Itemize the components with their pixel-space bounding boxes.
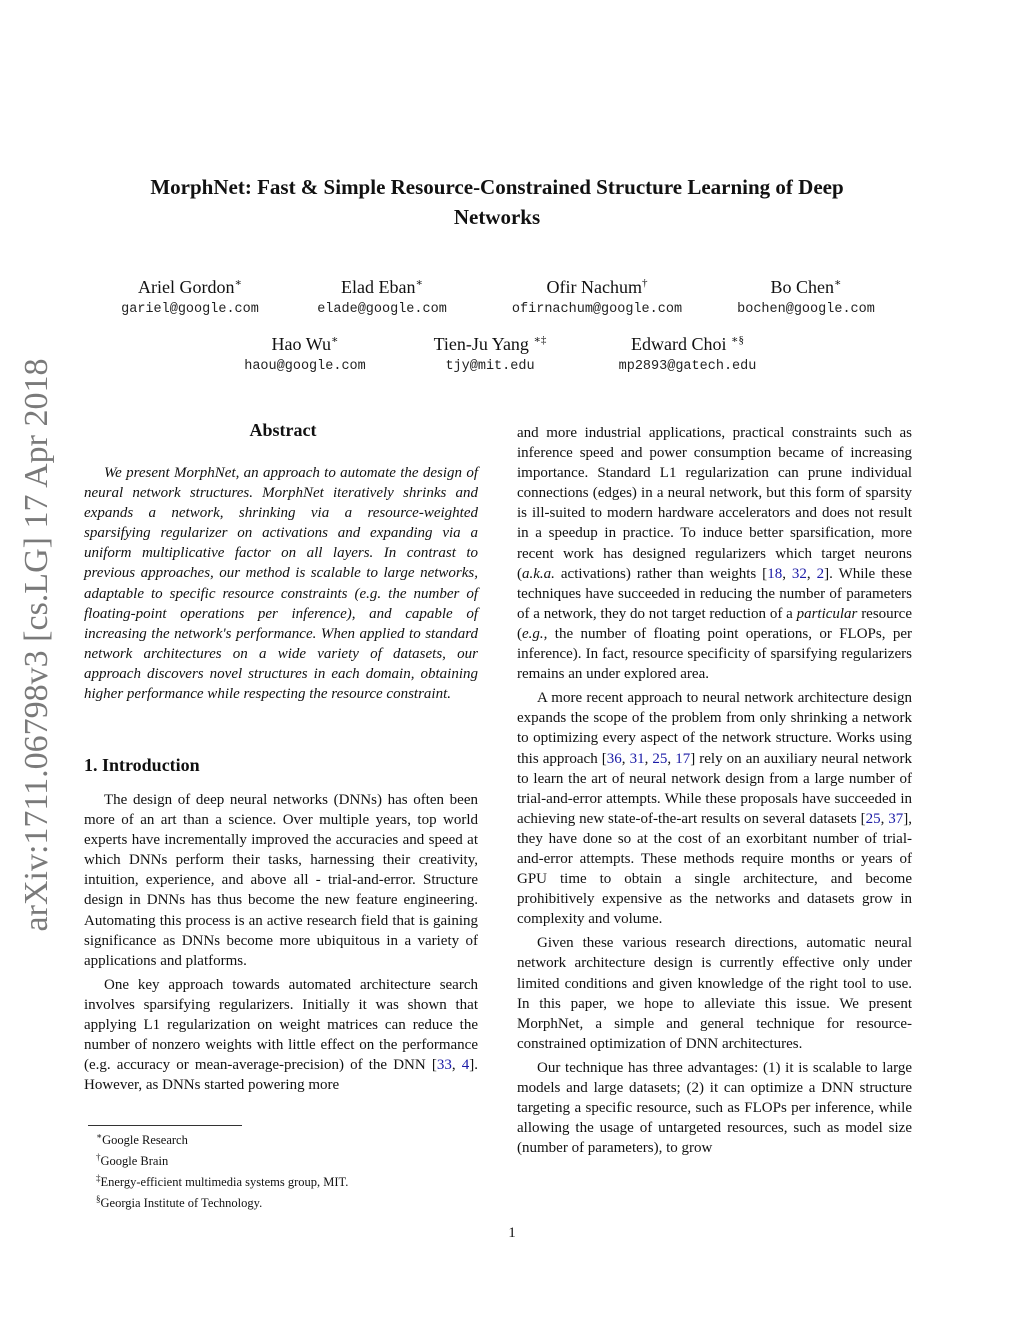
right-paragraph-2: A more recent approach to neural network architecture design expands the scope of the problem from only shrinking a network to optimizing every aspect of the network structure. Works using this approach [36, 31, 25, 17] rely on an auxiliary neural network to learn the art of neural network design from a large number of trial-and-error attempts. While these proposals have succeeded in achieving new state-of-the-art results on several datasets [25, 37], they have done so at the cost of an exorbitant number of trial-and-error attempts. These methods require months or years of GPU time to obtain a single architecture, and become prohibitively expensive as the networks and datasets grow in complexity and volume.: [517, 690, 912, 928]
citation-link[interactable]: 4: [461, 1057, 470, 1074]
citation-link[interactable]: 25: [865, 810, 881, 827]
right-paragraph-3: Given these various research directions, automatic neural network architecture design is currently effective only under limited conditions and given knowledge of the right tool to use. In this paper, we hope to alleviate this issue. We present MorphNet, a simple and general technique for resource-constrained optimization of DNN architectures.: [517, 935, 912, 1052]
citation-link[interactable]: 37: [888, 810, 904, 827]
intro-paragraph-1: The design of deep neural networks (DNNs) has often been more of an art than a science. Over multiple years, top world experts have incrementally improved the accuracies and speed at which DNNs perform their tasks, harnessing their creativity, intuition, experience, and above all - trial-and-error. Structure design in DNNs has thus become the new feature engineering. Automating this process is an active research field that is gaining significance as DNNs become more ubiquitous in a variety of applications and platforms.: [84, 792, 478, 969]
abstract-heading: Abstract: [249, 420, 317, 440]
author-tien-ju-yang: Tien-Ju Yang ∗‡ tjy@mit.edu: [433, 334, 547, 374]
paper-title: MorphNet: Fast & Simple Resource-Constrained Structure Learning of Deep Networks: [150, 175, 844, 229]
footnote-item: †Google Brain: [96, 1151, 169, 1169]
citation-link[interactable]: 33: [436, 1057, 452, 1074]
intro-paragraph-2: One key approach towards automated architecture search involves sparsifying regularizers. Initially it was shown that applying L1 regularization on weight matrices can reduce the number of nonzero weights with little effect on the performance (e.g. accuracy or mean-average-precision) of the DNN [33, 4]. However, as DNNs started powering more: [84, 976, 479, 1094]
author-bo-chen: Bo Chen∗ bochen@google.com: [737, 277, 875, 317]
right-column-body: [517, 423, 912, 1158]
footnote-item: ∗Google Research: [96, 1131, 188, 1148]
right-paragraph-1: and more industrial applications, practical constraints such as inference speed and power consumption became of increasing importance. Standard L1 regularization can prune individual connections (edges) in a neural network, but this form of sparsity is ill-suited to modern hardware accelerators and does not result in a speedup in practice. To induce better sparsification, more recent work has designed regularizers which target neurons (a.k.a. activations) rather than weights [18, 32, 2]. While these techniques have succeeded in reducing the number of parameters of a network, they do not target reduction of a particular resource (e.g., the number of floating point operations, or FLOPs, per inference). In fact, resource specificity of sparsifying regularizers remains an under explored area.: [517, 425, 913, 683]
citation-link[interactable]: 25: [652, 750, 668, 767]
footnote-divider: [88, 1125, 242, 1126]
page-number: 1: [508, 1225, 516, 1241]
footnote-item: §Georgia Institute of Technology.: [96, 1193, 263, 1210]
footnotes: [96, 1128, 348, 1211]
citation-link[interactable]: 32: [791, 565, 807, 582]
author-elad-eban: Elad Eban∗ elade@google.com: [317, 277, 447, 317]
author-edward-choi: Edward Choi ∗§ mp2893@gatech.edu: [618, 334, 757, 374]
citation-link[interactable]: 31: [629, 750, 645, 767]
citation-link[interactable]: 17: [675, 750, 691, 767]
right-paragraph-4: Our technique has three advantages: (1) it is scalable to large models and large datasets; (2) it can optimize a DNN structure targeting a specific resource, such as FLOPs per inference, while allowing the usage of untargeted resources, such as model size (number of parameters), to grow: [517, 1059, 912, 1157]
citation-link[interactable]: 18: [767, 565, 783, 582]
arxiv-identifier: arXiv:1711.06798v3 [cs.LG] 17 Apr 2018: [18, 358, 55, 932]
author-ariel-gordon: Ariel Gordon∗ gariel@google.com: [121, 277, 259, 317]
citation-link[interactable]: 36: [606, 750, 622, 767]
author-hao-wu: Hao Wu∗ haou@google.com: [244, 334, 366, 374]
abstract-text: We present MorphNet, an approach to automate the design of neural network structures. MorphNet iteratively shrinks and expands a network, shrinking via a resource-weighted sparsifying regularizer on activations and expanding via a uniform multiplicative factor on all layers. In contrast to previous approaches, our method is scalable to large networks, adaptable to specific resource constraints (e.g. the number of floating-point operations per inference), and capable of increasing the network's performance. When applied to standard network architectures on a wide variety of datasets, our approach discovers novel structures in each domain, obtaining higher performance while respecting the resource constraint.: [84, 465, 478, 703]
citation-link[interactable]: 2: [816, 565, 825, 582]
footnote-item: ‡Energy-efficient multimedia systems group, MIT.: [96, 1172, 349, 1189]
author-ofir-nachum: Ofir Nachum† ofirnachum@google.com: [511, 277, 683, 317]
left-column-body: [84, 790, 478, 1095]
introduction-heading: 1. Introduction: [84, 755, 200, 775]
